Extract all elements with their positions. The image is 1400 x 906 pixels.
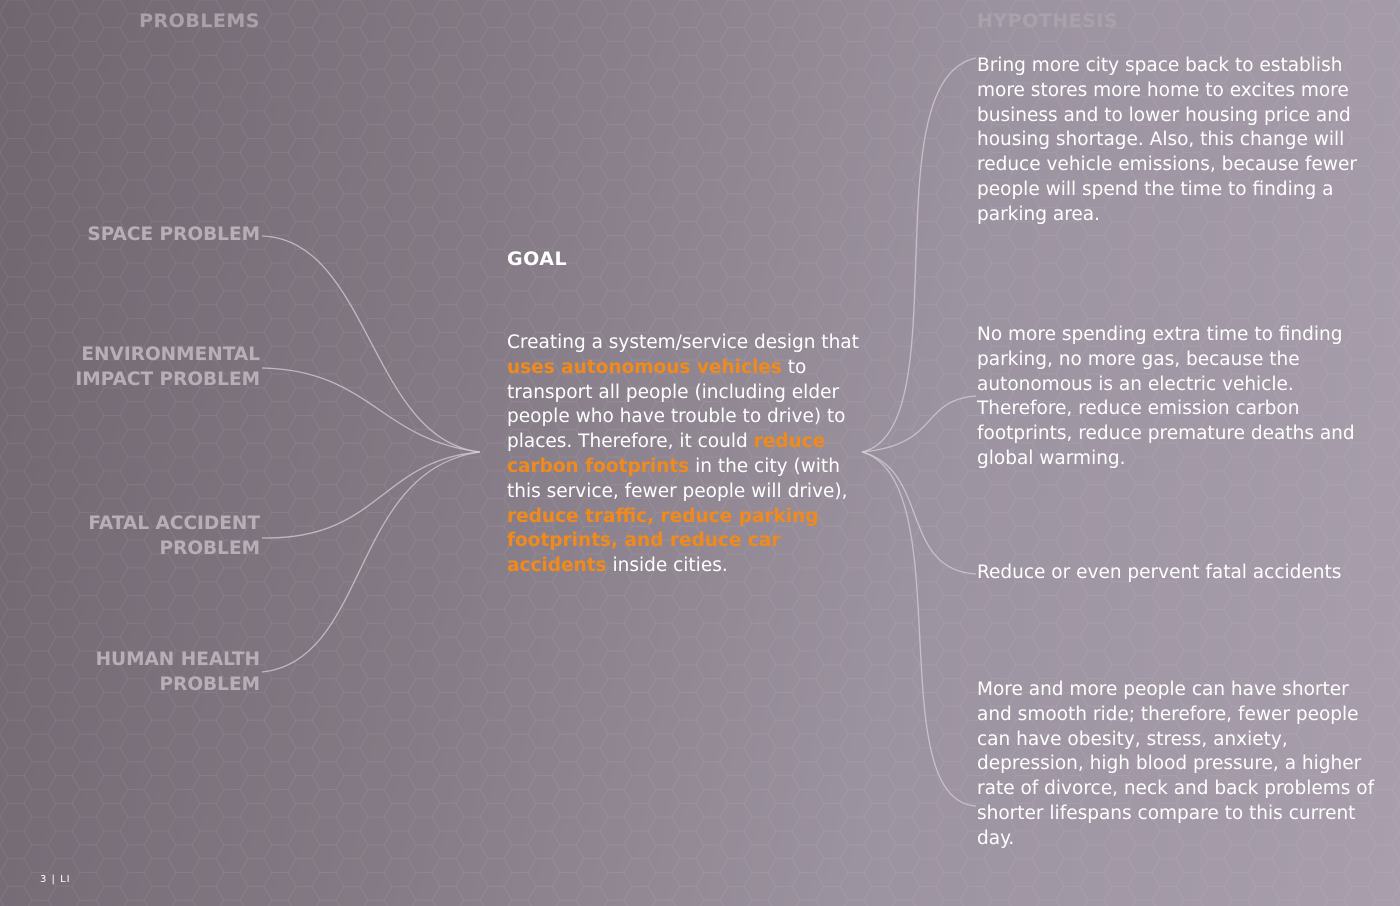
connector-human-health-problem [262,452,480,672]
connector-fatal-accident-problem [262,452,480,538]
goal-description [507,331,867,579]
problem-human-health: HUMAN HEALTH PROBLEM [95,649,260,695]
problem-fatal-accident: FATAL ACCIDENT PROBLEM [88,513,260,559]
goal-text-part-4: inside cities. [606,555,728,577]
page-number: 3 | LI [40,874,71,885]
goal-text-part-3: in the city (with this service, fewer people will drive), [507,455,848,502]
problems-heading: PROBLEMS [139,10,260,32]
connector-hypothesis-4 [862,452,976,806]
goal-text-part-2: to transport all people (including elder people who have trouble to drive) to places. Therefore, it could [507,356,846,453]
goal-text-part-1: Creating a system/service design that [507,332,859,353]
hypothesis-space: Bring more city space back to establish more stores more home to excites more business and to lower housing price and housing shortage. Also, this change will reduce vehicle emissions, because fewer people will spend the time to finding a parking area. [977,55,1357,225]
connector-space-problem [262,236,480,452]
problem-space: SPACE PROBLEM [87,224,260,245]
connector-environmental-problem [262,368,480,452]
hypothesis-heading: HYPOTHESIS [977,10,1119,32]
goal-highlight-autonomous-vehicles: uses autonomous vehicles [507,356,782,378]
connector-hypothesis-3 [862,452,976,574]
hypothesis-health: More and more people can have shorter and smooth ride; therefore, fewer people can have obesity, stress, anxiety, depression, high blood pressure, a higher rate of divorce, neck and back problems of shorter lifespans compare to this current day. [977,679,1375,849]
goal-highlight-carbon-footprints: reduce carbon footprints [507,431,826,477]
goal-highlight-traffic-parking-accidents: reduce traffic, reduce parking footprints, and reduce car accidents [507,505,819,577]
hypothesis-environment: No more spending extra time to finding parking, no more gas, because the autonomous is an electric vehicle. Therefore, reduce emission carbon footprints, reduce premature deaths and global warming. [977,324,1355,469]
connector-hypothesis-1 [862,58,976,452]
problem-environmental-impact: ENVIRONMENTAL IMPACT PROBLEM [75,344,260,390]
goal-heading: GOAL [507,248,568,270]
hypothesis-fatal-accidents: Reduce or even pervent fatal accidents [977,562,1342,583]
